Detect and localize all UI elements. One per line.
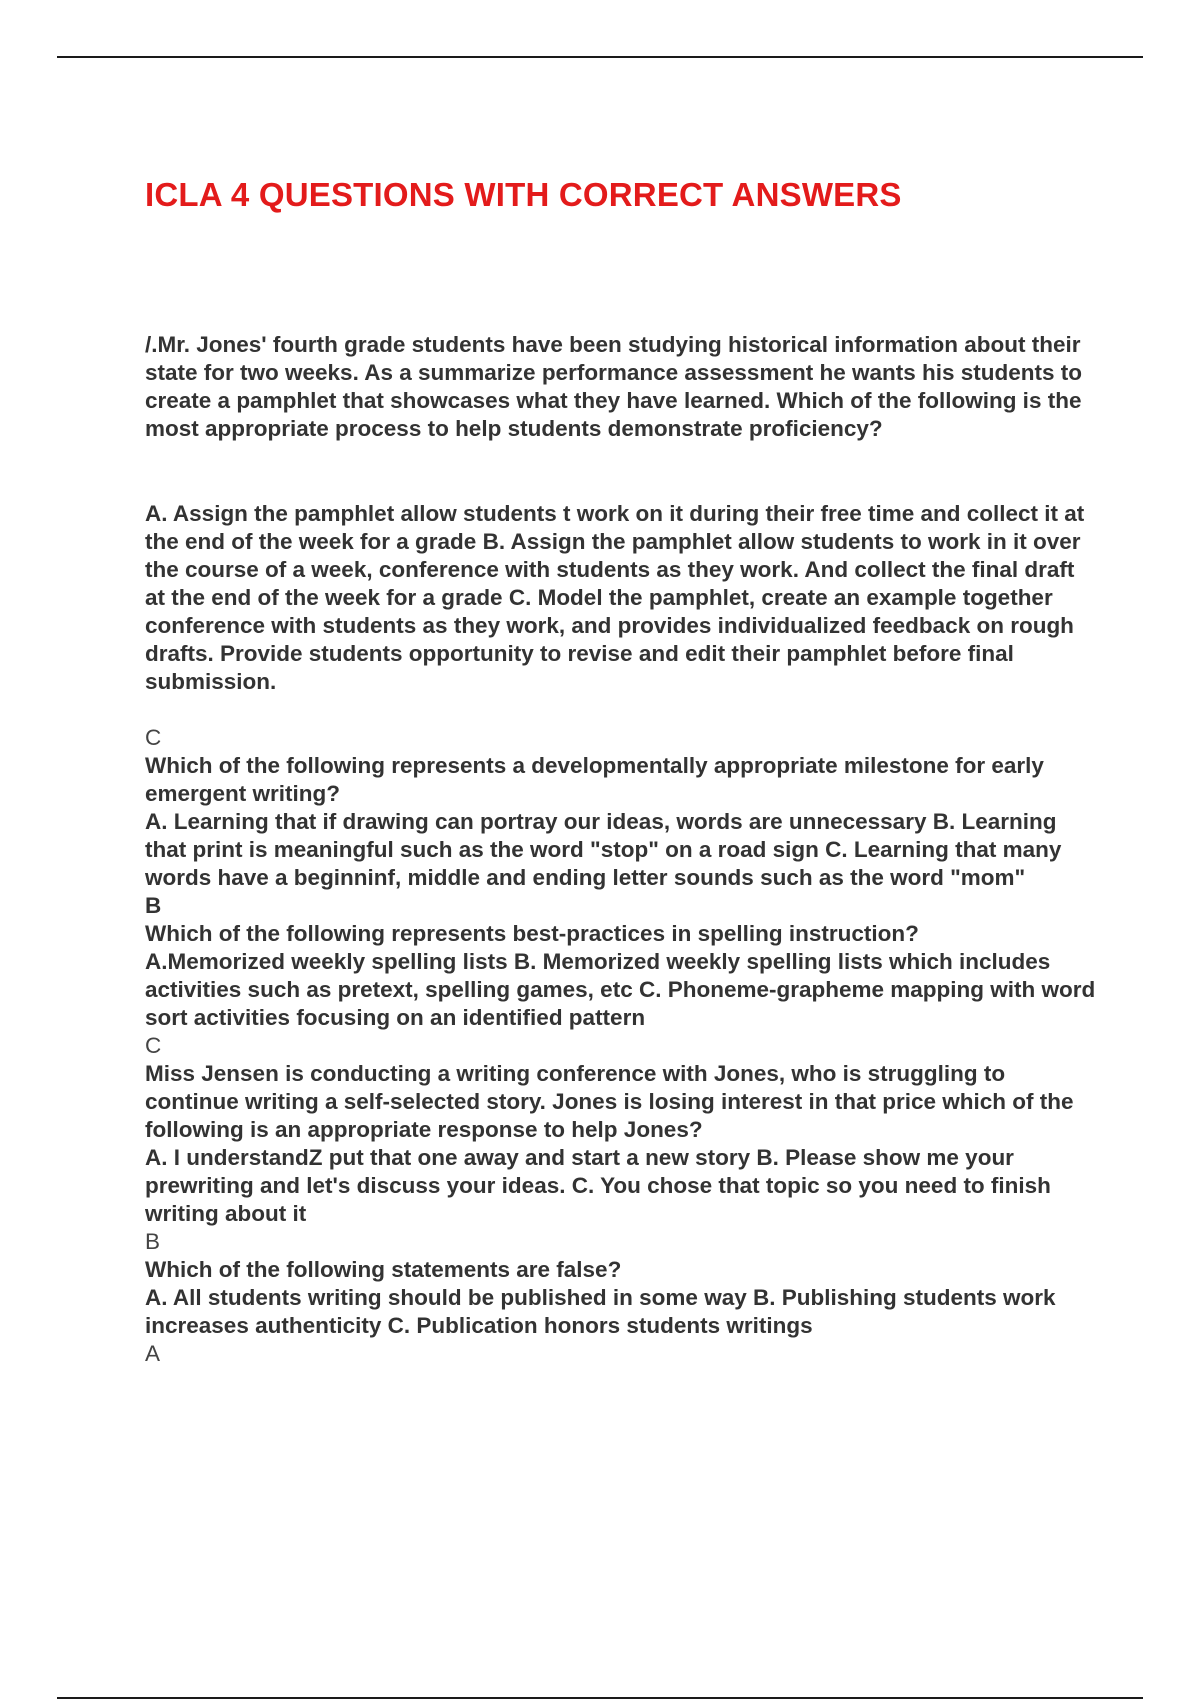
bottom-rule: [57, 1697, 1143, 1699]
top-rule: [57, 56, 1143, 58]
question-3: Which of the following represents best-practices in spelling instruction?: [145, 921, 919, 946]
answer-4: B: [145, 1229, 161, 1254]
options-2: A. Learning that if drawing can portray our ideas, words are unnecessary B. Learning that print is meaningful such as the word "stop" on a road sign C. Learning that many words have a beginninf, middle and ending letter sounds such as the word "mom": [145, 809, 1062, 890]
options-3: A.Memorized weekly spelling lists B. Memorized weekly spelling lists which includes activities such as pretext, spelling games, etc C. Phoneme-grapheme mapping with word sort activities focusing on an identified pattern: [145, 949, 1096, 1030]
question-1: /.Mr. Jones' fourth grade students have been studying historical information about their state for two weeks. As a summarize performance assessment he wants his students to create a pamphlet that showcases what they have learned. Which of the following is the most appropriate process to help students demonstrate proficiency?: [145, 332, 1082, 441]
spacer: [145, 443, 1100, 500]
options-1: A. Assign the pamphlet allow students t work on it during their free time and collect it at the end of the week for a grade B. Assign the pamphlet allow students to work in it over the course of a week, conference with students as they work. And collect the final draft at the end of the week for a grade C. Model the pamphlet, create an example together conference with students as they work, and provides individualized feedback on rough drafts. Provide students opportunity to revise and edit their pamphlet before final submission.: [145, 501, 1085, 694]
spacer: [145, 696, 1100, 724]
answer-5: A: [145, 1341, 161, 1366]
document-title: ICLA 4 QUESTIONS WITH CORRECT ANSWERS: [145, 176, 902, 213]
options-4: A. I understandZ put that one away and start a new story B. Please show me your prewriting and let's discuss your ideas. C. You chose that topic so you need to finish writing about it: [145, 1145, 1051, 1226]
answer-2: B: [145, 893, 162, 918]
answer-1: C: [145, 725, 162, 750]
document-body: [145, 331, 1100, 1368]
options-5: A. All students writing should be published in some way B. Publishing students work increases authenticity C. Publication honors students writings: [145, 1285, 1056, 1338]
question-2: Which of the following represents a developmentally appropriate milestone for early emergent writing?: [145, 753, 1044, 806]
question-4: Miss Jensen is conducting a writing conference with Jones, who is struggling to continue writing a self-selected story. Jones is losing interest in that price which of the following is an appropriate response to help Jones?: [145, 1061, 1074, 1142]
answer-3: C: [145, 1033, 162, 1058]
question-5: Which of the following statements are false?: [145, 1257, 622, 1282]
